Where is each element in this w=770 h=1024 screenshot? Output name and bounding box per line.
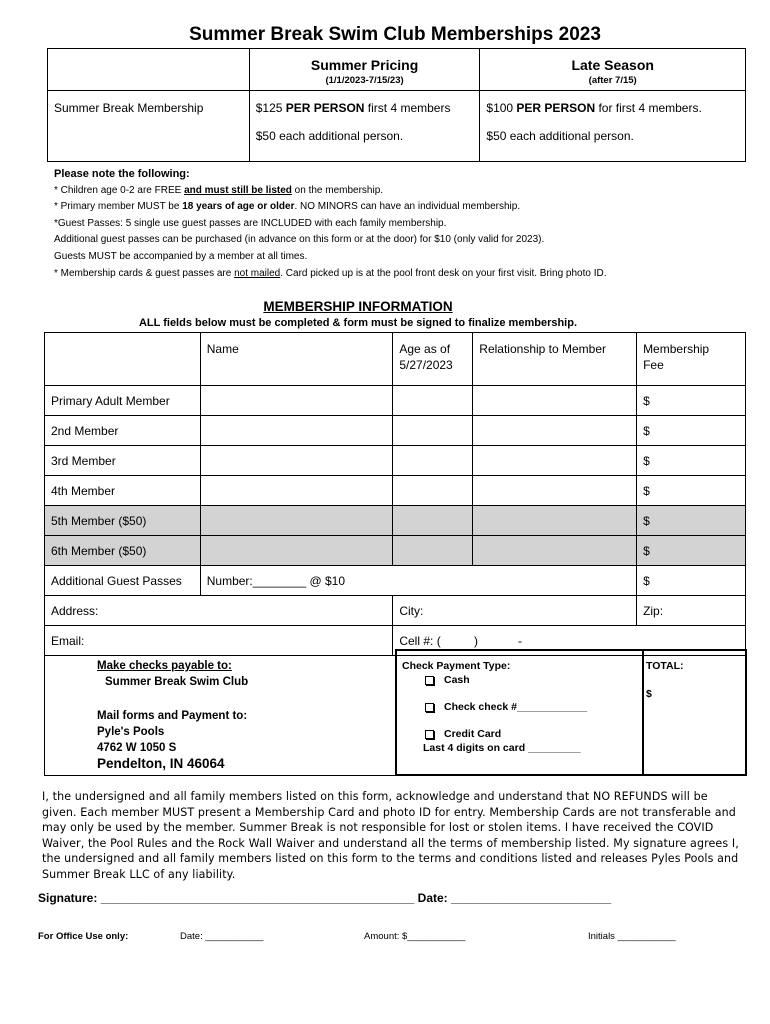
membership-header-row [45, 333, 746, 386]
note-guests-accompanied: Guests MUST be accompanied by a member at all times. [54, 250, 308, 262]
total-box[interactable] [640, 649, 747, 776]
late-additional: $50 each additional person. [486, 129, 634, 143]
member-relationship-field[interactable] [473, 536, 637, 566]
guest-passes-fee-field[interactable]: $ [637, 566, 746, 596]
member-fee-field[interactable]: $ [637, 446, 746, 476]
guest-passes-row [45, 566, 746, 596]
payment-type-label: Check Payment Type: [402, 660, 511, 672]
office-initials-field[interactable]: Initials ___________ [588, 931, 676, 942]
checkbox-icon[interactable] [425, 703, 434, 712]
city-field[interactable]: City: [393, 596, 637, 626]
member-relationship-field[interactable] [473, 476, 637, 506]
city-state-zip: Pendelton, IN 46064 [97, 756, 225, 771]
street-address: 4762 W 1050 S [97, 742, 177, 754]
late-season-header [480, 49, 746, 91]
member-age-field[interactable] [393, 446, 473, 476]
header-relationship: Relationship to Member [473, 333, 637, 386]
mailing-info [97, 658, 248, 772]
guest-passes-label: Additional Guest Passes [45, 566, 201, 596]
member-row-primary [45, 386, 746, 416]
member-relationship-field[interactable] [473, 446, 637, 476]
member-fee-field[interactable]: $ [637, 506, 746, 536]
office-amount-field[interactable]: Amount: $___________ [364, 931, 466, 942]
total-value[interactable]: $ [646, 688, 652, 700]
guest-passes-number-field[interactable]: Number:________ @ $10 [200, 566, 636, 596]
pricing-row [48, 91, 746, 162]
check-option[interactable]: Check check #____________ [425, 701, 587, 713]
total-label: TOTAL: [646, 660, 684, 672]
address-field[interactable]: Address: [45, 596, 393, 626]
pricing-header-row [48, 49, 746, 91]
membership-table [44, 332, 746, 656]
member-age-field[interactable] [393, 536, 473, 566]
member-age-field[interactable] [393, 506, 473, 536]
note-guest-passes: *Guest Passes: 5 single use guest passes are INCLUDED with each family membership. [54, 217, 447, 229]
email-field[interactable]: Email: [45, 626, 393, 656]
late-season-dates: (after 7/15) [588, 75, 637, 86]
pricing-corner-cell [48, 49, 250, 91]
page-title: Summer Break Swim Club Memberships 2023 [189, 24, 601, 45]
checkbox-icon[interactable] [425, 730, 434, 739]
summer-pricing-dates: (1/1/2023-7/15/23) [325, 75, 404, 86]
header-age: Age as of 5/27/2023 [393, 333, 473, 386]
credit-card-option[interactable]: Credit Card [425, 728, 501, 740]
member-age-field[interactable] [393, 386, 473, 416]
note-primary-age: * Primary member MUST be 18 years of age or older. NO MINORS can have an individual membership. [54, 201, 521, 213]
summer-pricing-header [249, 49, 480, 91]
member-name-field[interactable] [200, 386, 393, 416]
member-label: 5th Member ($50) [45, 506, 201, 536]
zip-field[interactable]: Zip: [637, 596, 746, 626]
member-name-field[interactable] [200, 536, 393, 566]
pricing-table [47, 48, 746, 162]
mail-forms-label: Mail forms and Payment to: [97, 710, 248, 722]
member-label: 3rd Member [45, 446, 201, 476]
note-children: * Children age 0-2 are FREE and must still be listed on the membership. [54, 184, 384, 196]
member-label: 6th Member ($50) [45, 536, 201, 566]
signature-line[interactable]: Signature: _______________________________________________ Date: ________________________ [38, 891, 612, 905]
check-payment-box [395, 649, 644, 776]
note-additional-passes: Additional guest passes can be purchased (in advance on this form or at the door) for $10 (only valid for 2023). [54, 234, 545, 246]
payment-section [44, 650, 747, 776]
summer-price-cell [249, 91, 480, 162]
member-fee-field[interactable]: $ [637, 386, 746, 416]
membership-info-title: MEMBERSHIP INFORMATION [263, 299, 453, 314]
summer-additional: $50 each additional person. [255, 129, 404, 143]
member-relationship-field[interactable] [473, 416, 637, 446]
company-name: Pyle's Pools [97, 726, 165, 738]
header-name: Name [200, 333, 393, 386]
notes-heading: Please note the following: [54, 168, 190, 180]
cell-field[interactable]: Cell #: ( ) - [393, 626, 746, 656]
member-age-field[interactable] [393, 476, 473, 506]
member-label: 4th Member [45, 476, 201, 506]
office-use-label: For Office Use only: [38, 931, 129, 942]
member-name-field[interactable] [200, 476, 393, 506]
club-name: Summer Break Swim Club [105, 676, 249, 688]
member-label: 2nd Member [45, 416, 201, 446]
membership-type-label: Summer Break Membership [48, 91, 250, 162]
membership-info-subtitle: ALL fields below must be completed & form must be signed to finalize membership. [138, 317, 578, 329]
member-row-3 [45, 446, 746, 476]
checkbox-icon[interactable] [425, 676, 434, 685]
member-fee-field[interactable]: $ [637, 416, 746, 446]
member-age-field[interactable] [393, 416, 473, 446]
member-fee-field[interactable]: $ [637, 476, 746, 506]
address-row [45, 596, 746, 626]
cash-option[interactable]: Cash [425, 674, 470, 686]
notes-section [54, 166, 754, 282]
member-relationship-field[interactable] [473, 386, 637, 416]
member-name-field[interactable] [200, 506, 393, 536]
member-row-6 [45, 536, 746, 566]
note-cards-not-mailed: * Membership cards & guest passes are not mailed. Card picked up is at the pool front desk on your first visit. Bring photo ID. [54, 267, 607, 279]
header-blank [45, 333, 201, 386]
member-row-5 [45, 506, 746, 536]
member-fee-field[interactable]: $ [637, 536, 746, 566]
member-relationship-field[interactable] [473, 506, 637, 536]
office-date-field[interactable]: Date: ___________ [180, 931, 264, 942]
summer-pricing-title: Summer Pricing [310, 57, 419, 73]
member-name-field[interactable] [200, 416, 393, 446]
checks-payable-label: Make checks payable to: [97, 660, 232, 672]
member-label: Primary Adult Member [45, 386, 201, 416]
late-price: $100 PER PERSON for first 4 members. [486, 101, 702, 115]
late-price-cell [480, 91, 746, 162]
member-name-field[interactable] [200, 446, 393, 476]
summer-price: $125 PER PERSON first 4 members [255, 101, 451, 115]
acknowledgement-text: I, the undersigned and all family members listed on this form, acknowledge and understand that NO REFUNDS will be given. Each member MUST present a Membership Card and photo ID for entry. Membership Cards are not transferable and may only be used by the member. Summer Break is not responsible for lost or stolen items. I have received the COVID Waiver, the Pool Rules and the Rock Wall Waiver and understand all the terms of membership listed. My signature agrees I, the undersigned and all family members listed on this form to the terms and conditions listed and releases Pyles Pools and Summer Break LLC of any liability. [42, 790, 739, 881]
late-season-title: Late Season [571, 57, 654, 73]
last4-field[interactable]: Last 4 digits on card _________ [423, 742, 581, 754]
member-row-4 [45, 476, 746, 506]
member-row-2 [45, 416, 746, 446]
header-fee: Membership Fee [637, 333, 746, 386]
